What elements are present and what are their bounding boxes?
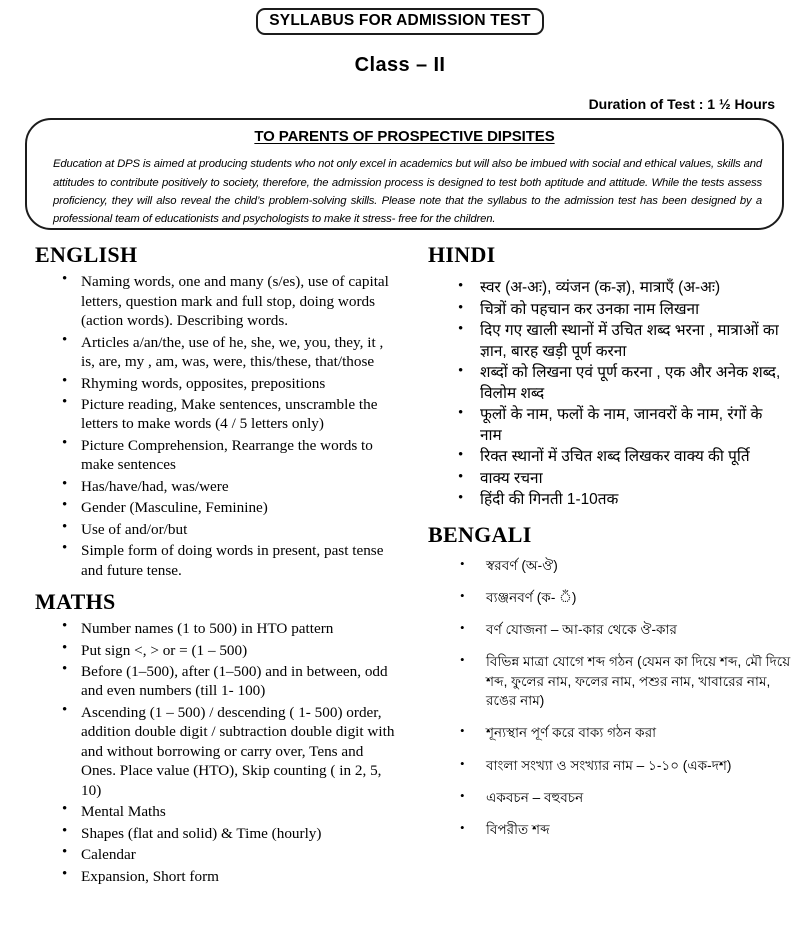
maths-item-text: Expansion, Short form [81,867,219,885]
test-duration-label: Duration of Test : 1 ½ Hours [588,96,775,113]
parents-notice-box [25,118,784,230]
parents-notice-body: Education at DPS is aimed at producing students who not only excel in academics but will also be imbued with social and ethical values, skills and attitudes to contribute positively to society, therefore, the admission process is designed to test both aptitude and attitude. While the tests assess proficiency, they will also reveal the child’s problem-solving skills. Please note that the syllabus to the admission test has been designed by a professional team of educationists and psychologists to make it stress- free for the children. [53,158,762,226]
english-item-text: Use of and/or/but [81,520,188,538]
list-item [35,395,400,434]
list-item [428,490,800,510]
maths-item-text: Calendar [81,846,136,864]
parents-notice-heading: TO PARENTS OF PROSPECTIVE DIPSITES [254,128,555,146]
list-item [428,278,800,298]
bengali-item-text: ব্যঞ্জনবর্ণ (ক- ঁ) [486,589,577,605]
bengali-item-text: শূন্যস্থান পূর্ণ করে বাক্য গঠন করা [486,725,657,741]
hindi-item-text: रिक्त स्थानों में उचित शब्द लिखकर वाक्य की पूर्ति [480,448,750,466]
class-label: Class – II [354,54,446,77]
list-item [35,333,400,372]
right-column [400,242,800,888]
list-item [428,556,800,575]
english-item-text: Picture Comprehension, Rearrange the words to make sentences [81,436,373,474]
list-item [428,300,800,320]
list-item [428,723,800,742]
list-item [35,641,400,660]
hindi-item-list [428,278,800,510]
list-item [35,662,400,701]
hindi-item-text: चित्रों को पहचान कर उनका नाम लिखना [480,300,700,318]
list-item [428,652,800,710]
list-item [428,756,800,775]
hindi-item-text: फूलों के नाम, फलों के नाम, जानवरों के नाम, रंगों के नाम [480,406,763,444]
list-item [35,477,400,496]
bengali-item-text: বর্ণ যোজনা – আ-কার থেকে ঔ-কার [486,622,677,638]
maths-item-text: Shapes (flat and solid) & Time (hourly) [81,824,322,842]
list-item [35,619,400,638]
list-item [35,436,400,475]
list-item [35,867,400,886]
document-title-box: SYLLABUS FOR ADMISSION TEST [256,8,543,35]
list-item [428,469,800,489]
list-item [428,788,800,807]
bengali-item-text: বিভিন্ন মাত্রা যোগে শব্দ গঠন (যেমন কা দিয়ে শব্দ, মৌ দিয়ে শব্দ, ফুলের নাম, ফলের নাম, পশুর নাম, খাবারের নাম, রঙের নাম) [486,654,791,709]
section-heading-bengali: BENGALI [428,521,532,547]
section-heading-english: ENGLISH [35,242,138,268]
list-item [428,321,800,362]
list-item [35,272,400,330]
english-item-text: Simple form of doing words in present, past tense and future tense. [81,542,384,579]
list-item [428,620,800,639]
maths-item-text: Before (1–500), after (1–500) and in between, odd and even numbers (till 1- 100) [81,662,388,700]
list-item [35,703,400,800]
list-item [35,541,400,580]
english-item-list [35,272,400,580]
maths-item-text: Mental Maths [81,803,166,821]
syllabus-columns [0,242,800,888]
maths-item-text: Put sign <, > or = (1 – 500) [81,641,248,659]
list-item [35,845,400,864]
list-item [428,588,800,607]
list-item [428,405,800,446]
maths-item-text: Ascending (1 – 500) / descending ( 1- 500) order, addition double digit / subtraction double digit with and without borrowing or carry over, Tens and Ones. Place value (HTO), Skip counting ( in 2, 5, 10) [81,703,395,799]
list-item [35,802,400,821]
english-item-text: Picture reading, Make sentences, unscramble the letters to make words (4 / 5 letters only) [81,395,378,433]
hindi-item-text: दिए गए खाली स्थानों में उचित शब्द भरना , मात्राओं का ज्ञान, बारह खड़ी पूर्ण करना [480,322,779,360]
english-item-text: Naming words, one and many (s/es), use of capital letters, question mark and full stop, doing words (action words). Describing words. [81,273,389,330]
maths-item-text: Number names (1 to 500) in HTO pattern [81,620,334,638]
list-item [35,498,400,517]
list-item [35,520,400,539]
list-item [35,374,400,393]
section-heading-maths: MATHS [35,589,116,615]
english-item-text: Rhyming words, opposites, prepositions [81,374,326,392]
bengali-item-text: বিপরীত শব্দ [486,822,550,838]
english-item-text: Gender (Masculine, Feminine) [81,499,268,517]
hindi-item-text: वाक्य रचना [480,469,543,487]
list-item [428,820,800,839]
bengali-item-list [428,556,800,840]
hindi-item-text: हिंदी की गिनती 1-10तक [480,491,619,509]
hindi-item-text: स्वर (अ-अः), व्यंजन (क-ज्ञ), मात्राएँ (अ-अः) [480,279,721,297]
list-item [35,824,400,843]
list-item [428,363,800,404]
document-title-container [0,8,800,35]
section-heading-hindi: HINDI [428,242,496,268]
list-item [428,447,800,467]
syllabus-document [0,8,800,888]
maths-item-list [35,619,400,886]
bengali-item-text: বাংলা সংখ্যা ও সংখ্যার নাম – ১-১০ (এক-দশ) [486,757,732,773]
english-item-text: Has/have/had, was/were [81,477,229,495]
hindi-item-text: शब्दों को लिखना एवं पूर्ण करना , एक और अनेक शब्द, विलोम शब्द [480,364,781,402]
english-item-text: Articles a/an/the, use of he, she, we, you, they, it , is, are, my , am, was, were, this/these, that/those [81,333,384,371]
left-column [0,242,400,888]
bengali-item-text: স্বরবর্ণ (অ-ঔ) [486,557,558,573]
bengali-item-text: একবচন – বহুবচন [486,789,584,805]
